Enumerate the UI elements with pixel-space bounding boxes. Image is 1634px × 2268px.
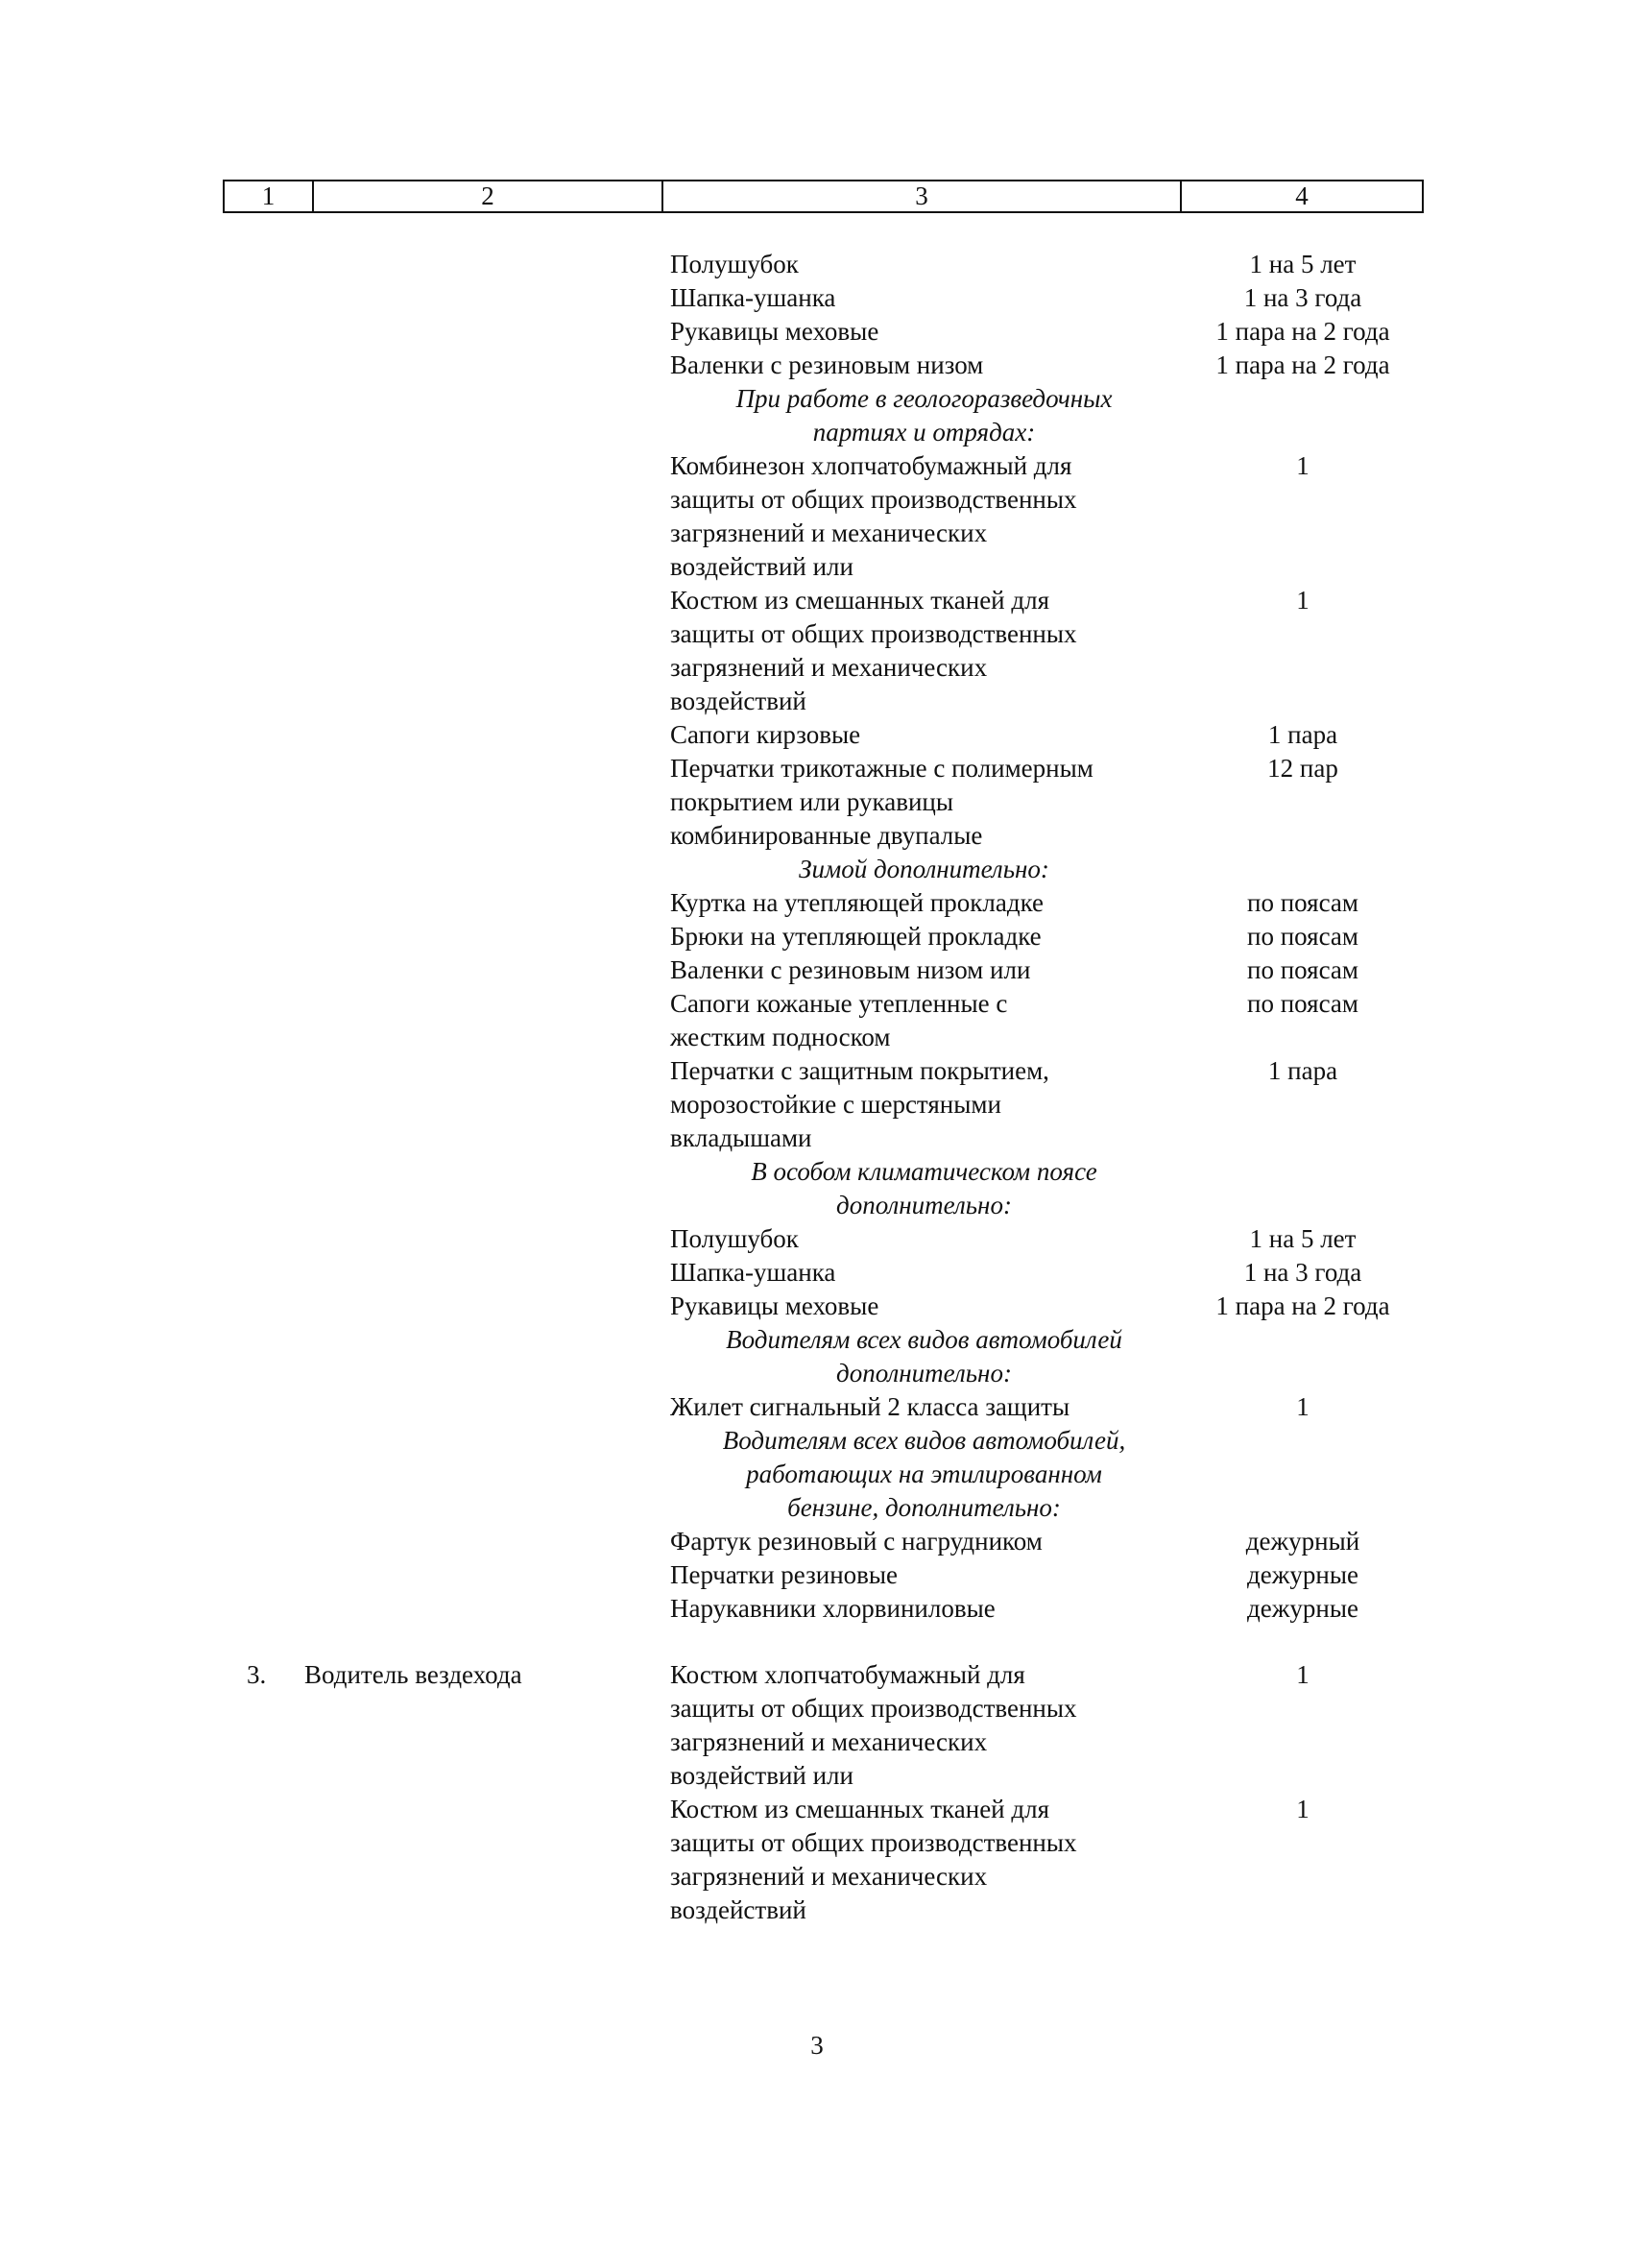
item-name: Брюки на утепляющей прокладке [670,922,1042,951]
item-name: Перчатки резиновые [670,1560,899,1589]
item-name: Полушубок [670,1224,799,1253]
section-note-row [0,1424,1634,1525]
table-row [0,349,1634,382]
item-name: Фартук резиновый с нагрудником [670,1527,1043,1556]
item-norm: дежурные [1247,1594,1358,1623]
item-name: Валенки с резиновым низом [670,350,984,379]
empty-cell [247,584,670,718]
item-name: Полушубок [670,250,799,278]
empty-cell [247,1222,670,1256]
table-row [0,1558,1634,1592]
item-norm: по поясам [1247,955,1358,984]
empty-cell [247,1323,670,1390]
column-2-label: 2 [314,181,663,211]
item-name: Комбинезон хлопчатобумажный для защиты от общих производственных загрязнений и механических воздействий или [670,451,1077,581]
item-norm: 1 пара на 2 года [1215,350,1390,379]
empty-cell [247,349,670,382]
item-name: Костюм хлопчатобумажный для защиты от общих производственных загрязнений и механических воздействий или [670,1660,1077,1790]
section-note-row [0,1155,1634,1222]
item-norm: по поясам [1247,922,1358,951]
item-name: Жилет сигнальный 2 класса защиты [670,1392,1070,1421]
empty-cell [247,853,670,886]
item-norm: по поясам [1247,989,1358,1018]
table-row [0,1525,1634,1558]
column-1-label: 1 [225,181,314,211]
item-norm: дежурный [1245,1527,1360,1556]
empty-cell [247,1525,670,1558]
item-name: Костюм из смешанных тканей для защиты от общих производственных загрязнений и механических воздействий [670,1795,1077,1924]
section-note-row [0,382,1634,449]
item-norm: 1 [1296,1795,1310,1823]
item-norm: 12 пар [1267,754,1338,783]
table-row [0,315,1634,349]
table-row [0,1592,1634,1626]
item-norm: 1 пара [1267,1056,1338,1085]
item-norm: 1 на 5 лет [1249,1224,1357,1253]
page-number: 3 [810,2031,824,2060]
table-row [0,1054,1634,1155]
item-norm: 1 [1296,1660,1310,1689]
table-row [0,886,1634,920]
item-name: Рукавицы меховые [670,317,879,346]
empty-cell [247,1155,670,1222]
empty-cell [247,752,670,853]
table-row [0,584,1634,718]
item-name: Нарукавники хлорвиниловые [670,1594,996,1623]
item-norm: по поясам [1247,888,1358,917]
item-norm: 1 [1296,451,1310,480]
item-norm: дежурные [1247,1560,1358,1589]
column-4-label: 4 [1295,181,1309,210]
empty-cell [247,1290,670,1323]
item-norm [1178,853,1428,886]
column-3-label: 3 [663,181,1182,211]
item-norm: 1 пара на 2 года [1215,1291,1390,1320]
section-note-row [0,853,1634,886]
empty-cell [247,1390,670,1424]
item-name: Перчатки с защитным покрытием, морозостойкие с шерстяными вкладышами [670,1056,1049,1152]
section-note: Зимой дополнительно: [799,855,1049,883]
position-title [304,1793,670,1927]
empty-cell [247,382,670,449]
table-row [0,1793,1634,1927]
table-row [0,953,1634,987]
item-norm [1178,1155,1428,1222]
item-name: Костюм из смешанных тканей для защиты от общих производственных загрязнений и механических воздействий [670,586,1077,715]
item-name: Шапка-ушанка [670,283,836,312]
empty-cell [247,1558,670,1592]
item-name: Перчатки трикотажные с полимерным покрытием или рукавицы комбинированные двупалые [670,754,1093,850]
table-row [0,1222,1634,1256]
item-norm [1178,1323,1428,1390]
item-norm: 1 на 3 года [1243,1258,1362,1287]
empty-cell [247,718,670,752]
item-norm: 1 [1296,586,1310,615]
table-row [0,920,1634,953]
section-note: При работе в геологоразведочных партиях и отрядах: [735,384,1113,446]
norms-table [0,248,1634,1927]
empty-cell [247,281,670,315]
item-norm: 1 на 3 года [1243,283,1362,312]
item-norm: 1 пара [1267,720,1338,749]
item-name: Шапка-ушанка [670,1258,836,1287]
table-row [0,1390,1634,1424]
empty-cell [247,1054,670,1155]
table-row [0,449,1634,584]
empty-cell [247,920,670,953]
item-norm: 1 на 5 лет [1249,250,1357,278]
table-row [0,1256,1634,1290]
item-name: Рукавицы меховые [670,1291,879,1320]
empty-cell [247,315,670,349]
empty-cell [247,1256,670,1290]
item-norm: 1 [1296,1392,1310,1421]
table-row [0,1290,1634,1323]
item-norm [1178,1424,1428,1525]
item-name: Валенки с резиновым низом или [670,955,1031,984]
entry-number [247,1793,304,1927]
item-norm: 1 пара на 2 года [1215,317,1390,346]
empty-cell [247,248,670,281]
position-title: Водитель вездехода [304,1660,522,1689]
table-row [0,718,1634,752]
section-note: В особом климатическом поясе дополнительно: [751,1157,1097,1219]
entry-number: 3. [247,1660,267,1689]
item-name: Сапоги кожаные утепленные с жестким подноском [670,989,1008,1051]
item-name: Куртка на утепляющей прокладке [670,888,1045,917]
section-note: Водителям всех видов автомобилей дополнительно: [726,1325,1122,1387]
empty-cell [247,953,670,987]
item-norm [1178,382,1428,449]
table-row [0,752,1634,853]
column-number-header [223,180,1424,213]
section-note: Водителям всех видов автомобилей, работающих на этилированном бензине, дополнительно: [722,1426,1126,1522]
empty-cell [247,1424,670,1525]
empty-cell [247,1592,670,1626]
table-row [0,1658,1634,1793]
table-row [0,248,1634,281]
table-row [0,281,1634,315]
empty-cell [247,886,670,920]
section-note-row [0,1323,1634,1390]
empty-cell [247,987,670,1054]
empty-cell [247,449,670,584]
table-row [0,987,1634,1054]
item-name: Сапоги кирзовые [670,720,861,749]
